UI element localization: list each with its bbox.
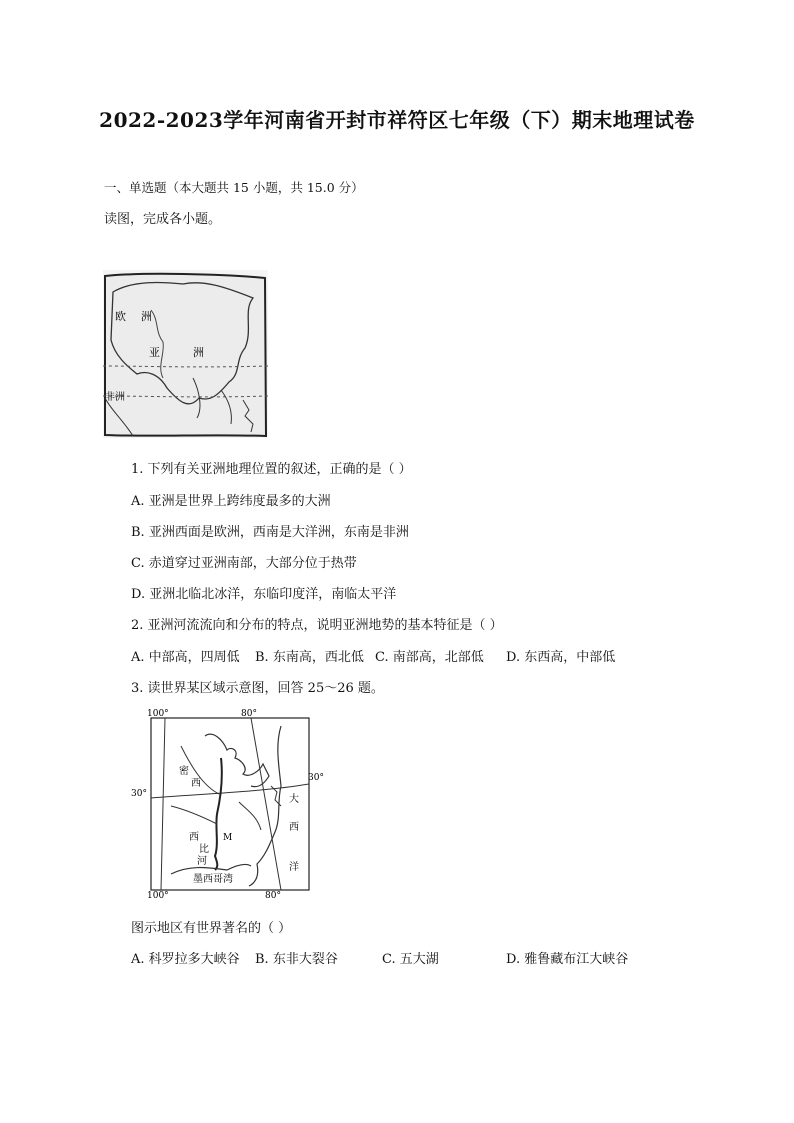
intro-text: 读图，完成各小题。	[104, 212, 222, 227]
question-1-option-c[interactable]: C. 赤道穿过亚洲南部，大部分位于热带	[131, 556, 357, 571]
map2-river-label-1: 密	[179, 766, 189, 777]
question-2-option-b[interactable]: B. 东南高，西北低	[255, 650, 364, 665]
asia-map	[103, 270, 268, 438]
question-3-option-c[interactable]: C. 五大湖	[382, 952, 439, 967]
map2-gulf-label: 墨西哥湾	[193, 874, 233, 885]
map2-lon-bottom-left: 100°	[147, 891, 169, 900]
map2-ocean-label-1: 大	[289, 794, 299, 805]
map2-river-label-4: 比	[199, 844, 209, 855]
question-2-option-a[interactable]: A. 中部高，四周低	[131, 650, 240, 665]
map1-label-asia2: 洲	[193, 346, 204, 359]
map2-river-label-5: 河	[197, 856, 207, 867]
question-2-stem: 2. 亚洲河流流向和分布的特点，说明亚洲地势的基本特征是（ ）	[131, 618, 503, 633]
map1-label-africa: 非洲	[105, 392, 125, 403]
map2-lon-top-right: 80°	[241, 709, 257, 719]
map2-river-label-2: 西	[191, 778, 201, 789]
map1-label-asia: 亚	[149, 346, 160, 359]
question-3-stem: 3. 读世界某区域示意图，回答 25～26 题。	[131, 681, 384, 696]
question-3-sub-stem: 图示地区有世界著名的（ ）	[131, 921, 292, 936]
question-3-option-d[interactable]: D. 雅鲁藏布江大峡谷	[506, 952, 629, 967]
question-1-option-a[interactable]: A. 亚洲是世界上跨纬度最多的大洲	[131, 494, 331, 509]
map1-label-europe2: 洲	[141, 310, 152, 323]
map2-label-m: M	[223, 833, 233, 843]
question-2-option-d[interactable]: D. 东西高，中部低	[506, 650, 616, 665]
question-1-option-b[interactable]: B. 亚洲西面是欧洲，西南是大洋洲，东南是非洲	[131, 525, 409, 540]
question-2-option-c[interactable]: C. 南部高，北部低	[375, 650, 484, 665]
map1-label-europe: 欧	[115, 310, 126, 323]
page-title: 2022-2023学年河南省开封市祥符区七年级（下）期末地理试卷	[99, 108, 695, 132]
map2-lat-right: 30°	[308, 773, 324, 783]
map2-lat-left: 30°	[131, 789, 147, 799]
question-1-stem: 1. 下列有关亚洲地理位置的叙述，正确的是（ ）	[131, 462, 412, 477]
map2-ocean-label-2: 西	[289, 822, 299, 833]
map2-ocean-label-3: 洋	[289, 862, 299, 873]
section-heading: 一、单选题（本大题共 15 小题，共 15.0 分）	[104, 180, 364, 195]
map2-river-label-3: 西	[189, 832, 199, 843]
north-america-map	[131, 706, 330, 900]
map2-lon-bottom-right: 80°	[265, 891, 281, 900]
question-1-option-d[interactable]: D. 亚洲北临北冰洋，东临印度洋，南临太平洋	[131, 587, 397, 602]
question-3-option-a[interactable]: A. 科罗拉多大峡谷	[131, 952, 240, 967]
map2-lon-top-left: 100°	[147, 709, 169, 719]
question-3-option-b[interactable]: B. 东非大裂谷	[255, 952, 338, 967]
